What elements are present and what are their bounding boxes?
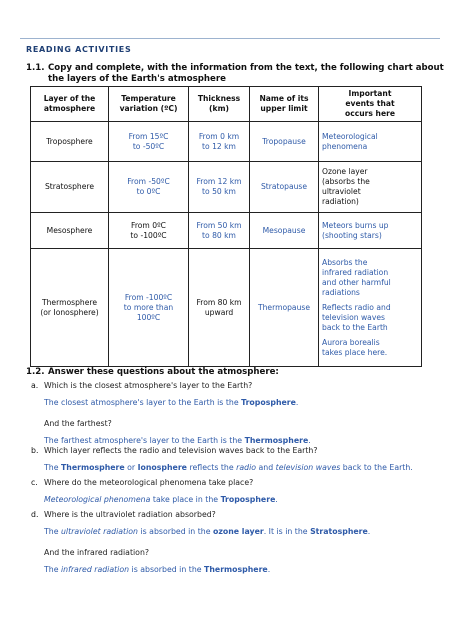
section-title: READING ACTIVITIES <box>26 45 132 54</box>
question-text: And the infrared radiation? <box>44 548 150 557</box>
cell-upper-limit: Mesopause <box>250 213 319 249</box>
question-text-line2: the layers of the Earth's atmosphere <box>48 74 226 84</box>
cell-events: Absorbs the infrared radiation and other harmful radiations Reflects radio and television waves back to the Earth Aurora borealis takes place here. <box>319 249 422 367</box>
cell-events: Ozone layer (absorbs the ultraviolet radiation) <box>319 162 422 213</box>
header-layer: Layer of the atmosphere <box>31 87 109 122</box>
cell-thickness: From 80 km upward <box>189 249 250 367</box>
cell-thickness: From 0 km to 12 km <box>189 122 250 162</box>
answer-text: The Thermosphere or Ionosphere reflects the radio and television waves back to the Earth. <box>44 463 413 472</box>
question-number: 1.2. <box>26 367 45 377</box>
cell-events: Meteors burns up (shooting stars) <box>319 213 422 249</box>
table-header-row <box>31 87 422 122</box>
cell-upper-limit: Thermopause <box>250 249 319 367</box>
question-text: Answer these questions about the atmosphere: <box>48 367 279 377</box>
cell-temperature: From 15ºC to -50ºC <box>109 122 189 162</box>
question-b <box>31 446 413 473</box>
cell-thickness: From 12 km to 50 km <box>189 162 250 213</box>
header-upper-limit: Name of its upper limit <box>250 87 319 122</box>
question-a <box>31 381 311 446</box>
question-text: Where do the meteorological phenomena take place? <box>44 478 254 487</box>
question-text: Which is the closest atmosphere's layer to the Earth? <box>44 381 253 390</box>
atmosphere-layers-table <box>30 86 422 367</box>
cell-layer: Mesosphere <box>31 213 109 249</box>
cell-thickness: From 50 km to 80 km <box>189 213 250 249</box>
answer-text: The farthest atmosphere's layer to the Earth is the Thermosphere. <box>44 436 311 445</box>
cell-upper-limit: Stratopause <box>250 162 319 213</box>
question-letter: a. <box>31 381 39 390</box>
question-letter: d. <box>31 510 39 519</box>
cell-events: Meteorological phenomena <box>319 122 422 162</box>
table-row <box>31 249 422 367</box>
question-1-2-heading <box>26 367 279 378</box>
cell-temperature: From -100ºC to more than 100ºC <box>109 249 189 367</box>
answer-text: The closest atmosphere's layer to the Earth is the Troposphere. <box>44 398 299 407</box>
cell-layer: Stratosphere <box>31 162 109 213</box>
header-rule <box>20 38 440 39</box>
table-row <box>31 122 422 162</box>
question-text: And the farthest? <box>44 419 112 428</box>
question-text: Which layer reflects the radio and television waves back to the Earth? <box>44 446 318 455</box>
table-row <box>31 213 422 249</box>
question-text-line1: Copy and complete, with the information from the text, the following chart about <box>48 63 444 73</box>
answer-text: The infrared radiation is absorbed in the Thermosphere. <box>44 565 271 574</box>
question-c <box>31 478 278 505</box>
question-number: 1.1. <box>26 63 45 73</box>
answer-text: Meteorological phenomena take place in the Troposphere. <box>44 495 278 504</box>
question-letter: b. <box>31 446 39 455</box>
cell-layer: Troposphere <box>31 122 109 162</box>
table-row <box>31 162 422 213</box>
header-thickness: Thickness (km) <box>189 87 250 122</box>
header-temperature: Temperature variation (ºC) <box>109 87 189 122</box>
question-letter: c. <box>31 478 38 487</box>
question-1-1-heading <box>26 63 444 85</box>
cell-upper-limit: Tropopause <box>250 122 319 162</box>
question-text: Where is the ultraviolet radiation absorbed? <box>44 510 216 519</box>
question-d <box>31 510 371 575</box>
answer-text: The ultraviolet radiation is absorbed in the ozone layer. It is in the Stratosphere. <box>44 527 371 536</box>
cell-temperature: From -50ºC to 0ºC <box>109 162 189 213</box>
header-events: Important events that occurs here <box>319 87 422 122</box>
cell-temperature: From 0ºC to -100ºC <box>109 213 189 249</box>
cell-layer: Thermosphere (or Ionosphere) <box>31 249 109 367</box>
